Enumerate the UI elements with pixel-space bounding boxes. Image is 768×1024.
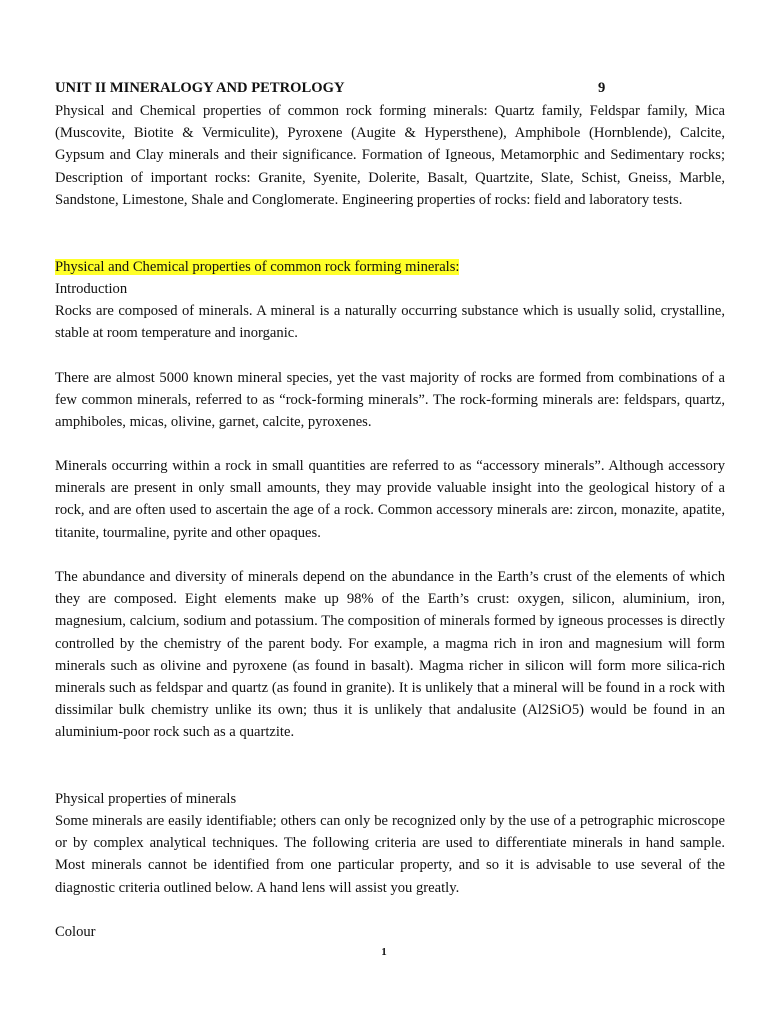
syllabus-paragraph: Physical and Chemical properties of common rock forming minerals: Quartz family, Feldspar family, Mica (Muscovite, Biotite & Vermiculite), Pyroxene (Augite & Hypersthene), Amphibole (Hornblende), Calcite, Gypsum and Clay minerals and their significance. Formation of Igneous, Metamorphic and Sedimentary rocks; Description of important rocks: Granite, Syenite, Dolerite, Basalt, Quartzite, Slate, Schist, Gneiss, Marble, Sandstone, Limestone, Shale and Conglomerate. Engineering properties of rocks: field and laboratory tests. xyxy=(55,103,725,208)
paragraph-rock-forming-minerals: There are almost 5000 known mineral species, yet the vast majority of rocks are formed from combinations of a few common minerals, referred to as “rock-forming minerals”. The rock-forming minerals are: feldspars, quartz, amphiboles, micas, olivine, garnet, calcite, pyroxenes. xyxy=(55,370,725,431)
unit-heading xyxy=(55,77,725,99)
introduction-label: Introduction xyxy=(55,281,128,297)
paragraph-minerals-definition: Rocks are composed of minerals. A mineral is a naturally occurring substance which is usually solid, crystalline, stable at room temperature and inorganic. xyxy=(55,303,725,342)
highlighted-heading-text: Physical and Chemical properties of common rock forming minerals: xyxy=(55,259,460,275)
paragraph-physical-properties: Some minerals are easily identifiable; others can only be recognized only by the use of a petrographic microscope or by complex analytical techniques. The following criteria are used to differentiate minerals in hand sample. Most minerals cannot be identified from one particular property, and so it is advisable to use several of the diagnostic criteria outlined below. A hand lens will assist you greatly. xyxy=(55,813,725,896)
page-number: 1 xyxy=(381,946,387,958)
section-heading xyxy=(55,256,725,278)
unit-title: UNIT II MINERALOGY AND PETROLOGY xyxy=(55,80,345,96)
colour-label: Colour xyxy=(55,924,96,940)
paragraph-accessory-minerals: Minerals occurring within a rock in small quantities are referred to as “accessory minerals”. Although accessory minerals are present in only small amounts, they may provide valuable insight into the geological history of a rock, and are often used to ascertain the age of a rock. Common accessory minerals are: zircon, monazite, apatite, titanite, tourmaline, pyrite and other opaques. xyxy=(55,458,725,541)
unit-hours: 9 xyxy=(598,80,606,96)
paragraph-mineral-abundance: The abundance and diversity of minerals depend on the abundance in the Earth’s crust of the elements of which they are composed. Eight elements make up 98% of the Earth’s crust: oxygen, silicon, aluminium, iron, magnesium, calcium, sodium and potassium. The composition of minerals formed by igneous processes is directly controlled by the chemistry of the parent body. For example, a magma rich in iron and magnesium will form minerals such as olivine and pyroxene (as found in basalt). Magma richer in silicon will form more silica-rich minerals such as feldspar and quartz (as found in granite). It is unlikely that a mineral will be found in a rock with dissimilar bulk chemistry unlike its own; thus it is unlikely that andalusite (Al2SiO5) would be found in an aluminium-poor rock such as a quartzite. xyxy=(55,569,725,741)
physical-properties-label: Physical properties of minerals xyxy=(55,791,237,807)
